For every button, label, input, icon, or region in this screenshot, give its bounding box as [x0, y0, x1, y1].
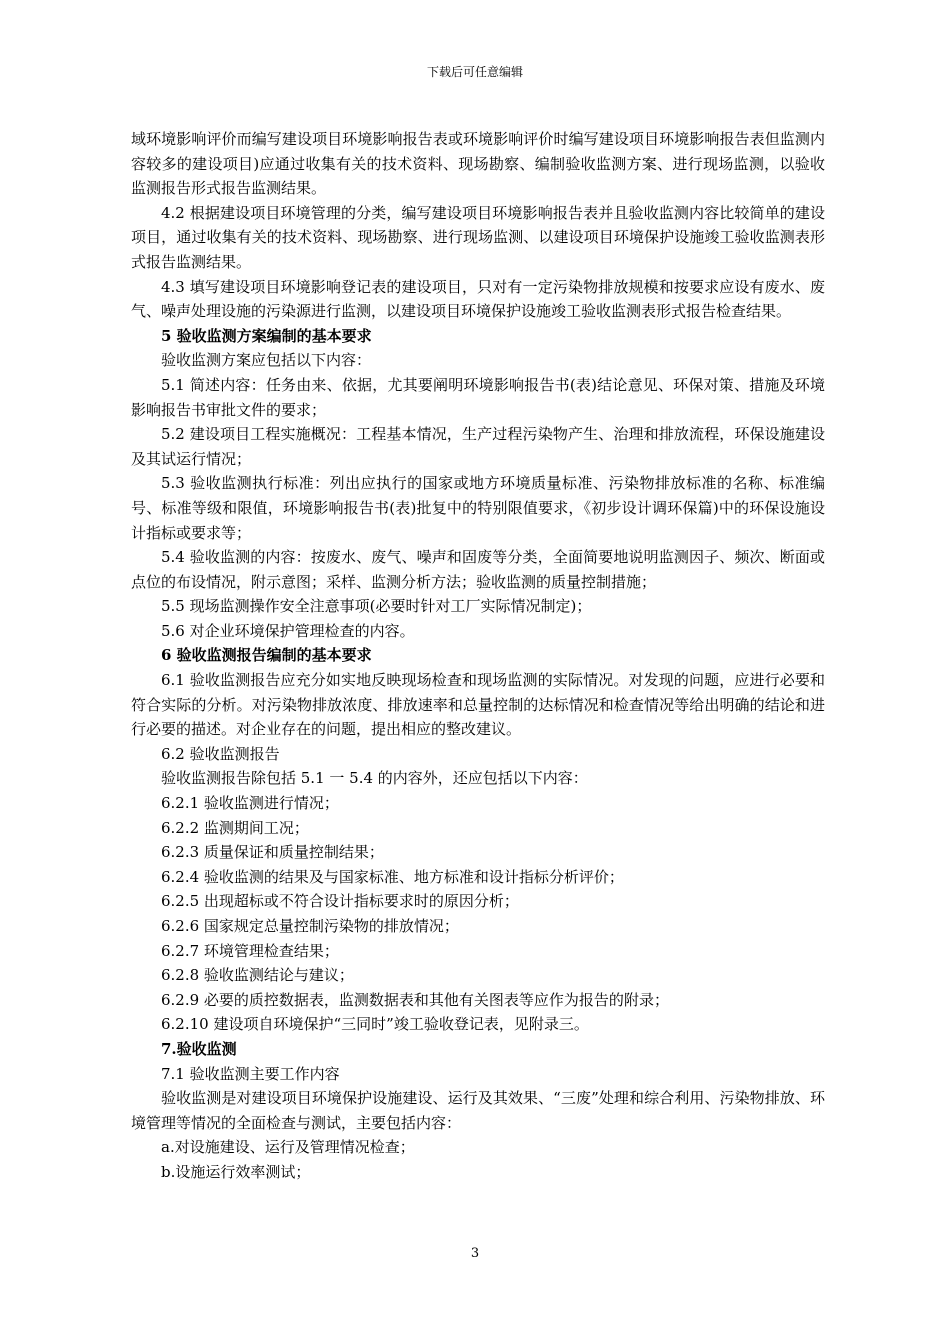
page-number: 3 — [470, 1246, 480, 1261]
list-item-6-2-6: 6.2.6 国家规定总量控制污染物的排放情况； — [161, 917, 459, 935]
list-item-6-2-7: 6.2.7 环境管理检查结果； — [161, 941, 339, 960]
paragraph-5-2: 5.2 建设项目工程实施概况：工程基本情况，生产过程污染物产生、治理和排放流程，环保设施建设及其试运行情况； — [131, 425, 825, 468]
paragraph-6-2-intro: 验收监测报告除包括 5.1 一 5.4 的内容外，还应包括以下内容： — [161, 769, 588, 788]
list-item-6-2-10: 6.2.10 建设项自环境保护“三同时”竣工验收登记表，见附录三。 — [161, 1015, 589, 1034]
paragraph-6-1: 6.1 验收监测报告应充分如实地反映现场检查和现场监测的实际情况。对发现的问题，应进行必要和符合实际的分析。对污染物排放浓度、排放速率和总量控制的达标情况和检查情况等给出明确的结论和进行必要的描述。对企业存在的问题，提出相应的整改建议。 — [131, 671, 825, 739]
paragraph-5-intro: 验收监测方案应包括以下内容： — [161, 351, 372, 370]
paragraph-7-1-body: 验收监测是对建设项目环境保护设施建设、运行及其效果、“三废”处理和综合利用、污染物排放、环境管理等情况的全面检查与测试，主要包括内容： — [131, 1089, 825, 1132]
list-item-6-2-1: 6.2.1 验收监测进行情况； — [161, 794, 339, 813]
paragraph-5-6: 5.6 对企业环境保护管理检查的内容。 — [161, 621, 415, 640]
paragraph-continuation: 域环境影响评价而编写建设项目环境影响报告表或环境影响评价时编写建设项目环境影响报告表但监测内容较多的建设项目)应通过收集有关的技术资料、现场勘察、编制验收监测方案、进行现场监测，以验收监测报告形式报告监测结果。 — [131, 130, 825, 198]
section-heading-6: 6 验收监测报告编制的基本要求 — [161, 646, 372, 665]
paragraph-5-4: 5.4 验收监测的内容：按废水、废气、噪声和固废等分类，全面简要地说明监测因子、频次、断面或点位的布设情况，附示意图；采样、监测分析方法；验收监测的质量控制措施； — [131, 548, 825, 591]
paragraph-5-1: 5.1 简述内容：任务由来、依据，尤其要阐明环境影响报告书(表)结论意见、环保对策、措施及环境影响报告书审批文件的要求； — [131, 375, 825, 419]
list-item-a: a.对设施建设、运行及管理情况检查； — [161, 1138, 415, 1157]
list-item-6-2-8: 6.2.8 验收监测结论与建议； — [161, 966, 354, 985]
section-heading-5: 5 验收监测方案编制的基本要求 — [161, 326, 372, 345]
paragraph-5-5: 5.5 现场监测操作安全注意事项(必要时针对工厂实际情况制定)； — [161, 597, 592, 616]
paragraph-4-2: 4.2 根据建设项目环境管理的分类，编写建设项目环境影响报告表并且验收监测内容比较简单的建设项目，通过收集有关的技术资料、现场勘察、进行现场监测、以建设项目环境保护设施竣工验收监测表形式报告监测结果。 — [131, 203, 825, 271]
list-item-6-2-9: 6.2.9 必要的质控数据表，监测数据表和其他有关图表等应作为报告的附录； — [161, 990, 669, 1009]
list-item-6-2-3: 6.2.3 质量保证和质量控制结果； — [161, 843, 384, 862]
paragraph-7-1: 7.1 验收监测主要工作内容 — [161, 1064, 340, 1083]
page-header: 下载后可任意编辑 — [426, 65, 523, 79]
paragraph-5-3: 5.3 验收监测执行标准：列出应执行的国家或地方环境质量标准、污染物排放标准的名称、标准编号、标准等级和限值，环境影响报告书(表)批复中的特别限值要求，《初步设计调环保篇)中的环保设施设计指标或要求等； — [131, 474, 825, 542]
list-item-b: b.设施运行效率测试； — [161, 1162, 311, 1181]
paragraph-6-2: 6.2 验收监测报告 — [161, 744, 280, 763]
section-heading-7: 7.验收监测 — [161, 1039, 237, 1058]
list-item-6-2-4: 6.2.4 验收监测的结果及与国家标准、地方标准和设计指标分析评价； — [161, 867, 624, 886]
paragraph-4-3: 4.3 填写建设项目环境影响登记表的建设项目，只对有一定污染物排放规模和按要求应设有废水、废气、噪声处理设施的污染源进行监测，以建设项目环境保护设施竣工验收监测表形式报告检查结果。 — [131, 277, 825, 321]
document-body — [131, 127, 825, 1185]
list-item-6-2-2: 6.2.2 监测期间工况； — [161, 818, 309, 837]
list-item-6-2-5: 6.2.5 出现超标或不符合设计指标要求时的原因分析； — [161, 892, 519, 911]
